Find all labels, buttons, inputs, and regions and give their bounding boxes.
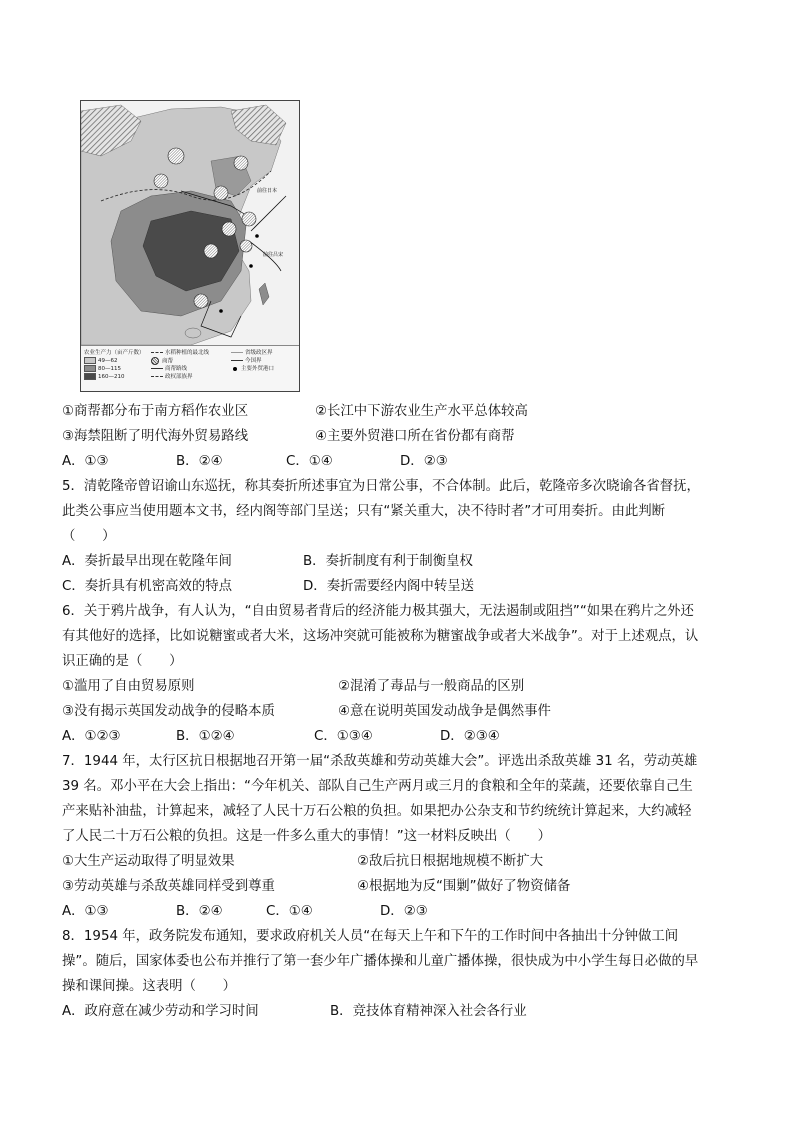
arrow-line-icon — [151, 368, 163, 369]
q6-stem-line-2: 有其他好的选择，比如说糖蜜或者大米，这场冲突就可能被称为糖蜜战争或者大米战争”。对于上述观点，认 — [62, 629, 699, 644]
legend-column-productivity — [84, 349, 145, 381]
legend-item-regime-border: 政权部族界 — [151, 373, 209, 381]
border-line-icon — [231, 360, 243, 361]
legend-column-borders — [231, 349, 274, 373]
label-to-luzon: 前往吕宋 — [263, 252, 284, 258]
map-graphic — [81, 101, 299, 345]
q7-statement-3: ③劳动英雄与杀敌英雄同样受到尊重 — [62, 879, 275, 894]
merchant-guild-marker — [234, 156, 248, 170]
q5-option-b: B．奏折制度有利于制衡皇权 — [303, 554, 473, 569]
merchant-guild-marker — [242, 212, 256, 226]
merchant-guild-marker — [204, 244, 218, 258]
q6-option-d: D．②③④ — [440, 729, 500, 744]
port-marker — [219, 309, 223, 313]
q5-answer-blank: （ ） — [62, 529, 116, 544]
map-legend — [81, 345, 299, 392]
q8-stem-line-1: 8．1954 年，政务院发布通知，要求政府机关人员“在每天上午和下午的工作时间中各抽出十分钟做工间 — [62, 929, 679, 944]
q7-statement-2: ②敌后抗日根据地规模不断扩大 — [357, 854, 544, 869]
q5-stem-line-2: 此类公事应当使用题本文书，经内阁等部门呈送；只有“紧关重大，决不待时者”才可用奏折。由此判断 — [62, 504, 666, 519]
q6-statement-1: ①滥用了自由贸易原则 — [62, 679, 195, 694]
q4-statement-3: ③海禁阻断了明代海外贸易路线 — [62, 429, 249, 444]
merchant-guild-marker — [222, 222, 236, 236]
q4-option-b: B．②④ — [176, 454, 223, 469]
port-dot-icon — [233, 367, 237, 371]
q6-option-c: C．①③④ — [314, 729, 373, 744]
port-marker — [255, 234, 259, 238]
q7-option-a: A．①③ — [62, 904, 109, 919]
label-to-japan: 前往日本 — [257, 188, 278, 194]
legend-level-low: 49—62 — [84, 357, 145, 365]
dash-border-icon — [151, 376, 163, 377]
q6-option-a: A．①②③ — [62, 729, 121, 744]
q5-option-c: C．奏折具有机密高效的特点 — [62, 579, 233, 594]
q8-stem-line-2: 操”。随后，国家体委也公布并推行了第一套少年广播体操和儿童广播体操，很快成为中小学生每日必做的早 — [62, 954, 699, 969]
merchant-guild-marker — [214, 186, 228, 200]
dashed-line-icon — [151, 352, 163, 353]
q4-option-a: A．①③ — [62, 454, 109, 469]
q4-statement-2: ②长江中下游农业生产水平总体较高 — [315, 404, 528, 419]
q5-option-d: D．奏折需要经内阁中转呈送 — [303, 579, 474, 594]
legend-item-route: 商帮路线 — [151, 365, 209, 373]
legend-level-high: 160—210 — [84, 373, 145, 381]
swatch-light — [84, 357, 96, 364]
legend-column-lines — [151, 349, 209, 381]
q7-stem-line-1: 7．1944 年，太行区抗日根据地召开第一届“杀敌英雄和劳动英雄大会”。评选出杀敌英雄 31 名，劳动英雄 — [62, 754, 698, 769]
thin-line-icon — [231, 352, 243, 353]
q4-statement-4: ④主要外贸港口所在省份都有商帮 — [315, 429, 515, 444]
q8-stem-line-3: 操和课间操。这表明（ ） — [62, 979, 237, 994]
hainan-island — [185, 328, 201, 338]
q8-option-a: A．政府意在减少劳动和学习时间 — [62, 1004, 259, 1019]
legend-item-rice-line: 水稻种植的最北线 — [151, 349, 209, 357]
merchant-guild-marker — [154, 174, 168, 188]
q5-stem-line-1: 5．清乾隆帝曾诏谕山东巡抚，称其奏折所述事宜为日常公事，不合体制。此后，乾隆帝多次晓谕各省督抚， — [62, 479, 700, 494]
q7-option-b: B．②④ — [176, 904, 223, 919]
q4-option-c: C．①④ — [286, 454, 333, 469]
legend-item-guild: 商帮 — [151, 357, 209, 365]
guild-circle-icon — [151, 357, 159, 365]
q6-statement-2: ②混淆了毒品与一般商品的区别 — [338, 679, 525, 694]
q6-stem-line-3: 识正确的是（ ） — [62, 654, 183, 669]
legend-title: 农业生产力（亩产斤数） — [84, 350, 145, 356]
merchant-guild-marker — [168, 148, 184, 164]
q7-statement-4: ④根据地为反“围剿”做好了物资储备 — [357, 879, 571, 894]
q5-option-a: A．奏折最早出现在乾隆年间 — [62, 554, 232, 569]
q7-stem-line-2: 39 名。邓小平在大会上指出：“今年机关、部队自己生产两月或三月的食粮和全年的菜蔬，还要依靠自己生 — [62, 779, 693, 794]
port-marker — [249, 264, 253, 268]
q4-statement-1: ①商帮都分布于南方稻作农业区 — [62, 404, 249, 419]
merchant-guild-marker — [194, 294, 208, 308]
q7-statement-1: ①大生产运动取得了明显效果 — [62, 854, 235, 869]
swatch-dark — [84, 373, 96, 380]
q6-statement-4: ④意在说明英国发动战争是偶然事件 — [338, 704, 551, 719]
swatch-mid — [84, 365, 96, 372]
q8-option-b: B．竞技体育精神深入社会各行业 — [330, 1004, 527, 1019]
q7-option-c: C．①④ — [266, 904, 313, 919]
q7-stem-line-4: 了人民二十万石公粮的负担。这是一件多么重大的事情！”这一材料反映出（ ） — [62, 829, 551, 844]
legend-level-mid: 80—115 — [84, 365, 145, 373]
legend-item-national-border: 今国界 — [231, 357, 274, 365]
historical-map — [80, 100, 300, 392]
q4-option-d: D．②③ — [400, 454, 448, 469]
legend-item-province-border: 省级政区界 — [231, 349, 274, 357]
legend-item-port: 主要外贸港口 — [231, 365, 274, 373]
q7-option-d: D．②③ — [380, 904, 428, 919]
q7-stem-line-3: 产来贴补油盐，计算起来，减轻了人民十万石公粮的负担。如果把办公杂支和节约统统计算起来，大约减轻 — [62, 804, 692, 819]
merchant-guild-marker — [240, 240, 252, 252]
q6-option-b: B．①②④ — [176, 729, 235, 744]
q6-stem-line-1: 6．关于鸦片战争，有人认为，“自由贸易者背后的经济能力极其强大，无法遏制或阻挡”“如果在鸦片之外还 — [62, 604, 694, 619]
q6-statement-3: ③没有揭示英国发动战争的侵略本质 — [62, 704, 275, 719]
